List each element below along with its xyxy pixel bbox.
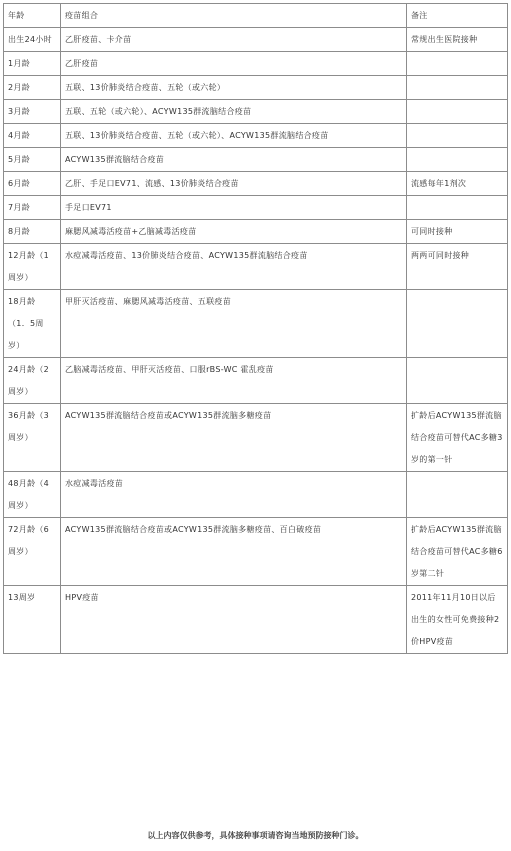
vaccines-cell: 水痘减毒活疫苗、13价肺炎结合疫苗、ACYW135群流脑结合疫苗 bbox=[61, 244, 407, 290]
note-cell bbox=[407, 472, 508, 518]
table-row bbox=[4, 244, 508, 290]
vaccines-cell: 五联、13价肺炎结合疫苗、五轮（或六轮）、ACYW135群流脑结合疫苗 bbox=[61, 124, 407, 148]
age-cell: 18月龄（1．5周岁） bbox=[4, 290, 61, 358]
vaccines-cell: ACYW135群流脑结合疫苗 bbox=[61, 148, 407, 172]
vaccines-cell: 乙肝疫苗、卡介苗 bbox=[61, 28, 407, 52]
note-cell bbox=[407, 196, 508, 220]
note-cell bbox=[407, 124, 508, 148]
note-cell: 流感每年1剂次 bbox=[407, 172, 508, 196]
age-cell: 1月龄 bbox=[4, 52, 61, 76]
age-cell: 48月龄（4周岁） bbox=[4, 472, 61, 518]
note-cell: 常规出生医院接种 bbox=[407, 28, 508, 52]
note-cell bbox=[407, 290, 508, 358]
note-cell bbox=[407, 52, 508, 76]
vaccines-cell: ACYW135群流脑结合疫苗或ACYW135群流脑多糖疫苗 bbox=[61, 404, 407, 472]
note-cell bbox=[407, 100, 508, 124]
table-row bbox=[4, 220, 508, 244]
vaccines-cell: 甲肝灭活疫苗、麻腮风减毒活疫苗、五联疫苗 bbox=[61, 290, 407, 358]
vaccines-cell: 麻腮风减毒活疫苗+乙脑减毒活疫苗 bbox=[61, 220, 407, 244]
vaccines-cell: HPV疫苗 bbox=[61, 586, 407, 654]
note-cell: 扩龄后ACYW135群流脑结合疫苗可替代AC多糖3岁的第一针 bbox=[407, 404, 508, 472]
vaccines-cell: 五联、五轮（或六轮）、ACYW135群流脑结合疫苗 bbox=[61, 100, 407, 124]
header-note: 备注 bbox=[407, 4, 508, 28]
age-cell: 13周岁 bbox=[4, 586, 61, 654]
age-cell: 出生24小时 bbox=[4, 28, 61, 52]
table-row bbox=[4, 148, 508, 172]
age-cell: 2月龄 bbox=[4, 76, 61, 100]
footnote: 以上内容仅供参考，具体接种事项请咨询当地预防接种门诊。 bbox=[147, 831, 364, 840]
age-cell: 8月龄 bbox=[4, 220, 61, 244]
table-row bbox=[4, 472, 508, 518]
table-row bbox=[4, 76, 508, 100]
age-cell: 36月龄（3周岁） bbox=[4, 404, 61, 472]
table-row bbox=[4, 52, 508, 76]
note-cell bbox=[407, 358, 508, 404]
table-row bbox=[4, 28, 508, 52]
vaccines-cell: 乙脑减毒活疫苗、甲肝灭活疫苗、口服rBS-WC 霍乱疫苗 bbox=[61, 358, 407, 404]
vaccines-cell: ACYW135群流脑结合疫苗或ACYW135群流脑多糖疫苗、百白破疫苗 bbox=[61, 518, 407, 586]
vaccines-cell: 五联、13价肺炎结合疫苗、五轮（或六轮） bbox=[61, 76, 407, 100]
table-row bbox=[4, 196, 508, 220]
vaccines-cell: 水痘减毒活疫苗 bbox=[61, 472, 407, 518]
age-cell: 7月龄 bbox=[4, 196, 61, 220]
age-cell: 5月龄 bbox=[4, 148, 61, 172]
table-row bbox=[4, 172, 508, 196]
note-cell: 可同时接种 bbox=[407, 220, 508, 244]
table-row bbox=[4, 358, 508, 404]
header-age: 年龄 bbox=[4, 4, 61, 28]
header-vaccines: 疫苗组合 bbox=[61, 4, 407, 28]
vaccine-schedule-table bbox=[3, 3, 508, 654]
age-cell: 4月龄 bbox=[4, 124, 61, 148]
table-row bbox=[4, 404, 508, 472]
age-cell: 3月龄 bbox=[4, 100, 61, 124]
age-cell: 72月龄（6周岁） bbox=[4, 518, 61, 586]
age-cell: 6月龄 bbox=[4, 172, 61, 196]
note-cell bbox=[407, 76, 508, 100]
table-row bbox=[4, 586, 508, 654]
note-cell: 两两可同时接种 bbox=[407, 244, 508, 290]
table-header-row bbox=[4, 4, 508, 28]
note-cell: 2011年11月10日以后出生的女性可免费接种2价HPV疫苗 bbox=[407, 586, 508, 654]
table-row bbox=[4, 518, 508, 586]
note-cell: 扩龄后ACYW135群流脑结合疫苗可替代AC多糖6岁第二针 bbox=[407, 518, 508, 586]
vaccines-cell: 乙肝疫苗 bbox=[61, 52, 407, 76]
table-row bbox=[4, 100, 508, 124]
age-cell: 12月龄（1周岁） bbox=[4, 244, 61, 290]
note-cell bbox=[407, 148, 508, 172]
vaccines-cell: 手足口EV71 bbox=[61, 196, 407, 220]
table-row bbox=[4, 124, 508, 148]
vaccines-cell: 乙肝、手足口EV71、流感、13价肺炎结合疫苗 bbox=[61, 172, 407, 196]
age-cell: 24月龄（2周岁） bbox=[4, 358, 61, 404]
table-row bbox=[4, 290, 508, 358]
